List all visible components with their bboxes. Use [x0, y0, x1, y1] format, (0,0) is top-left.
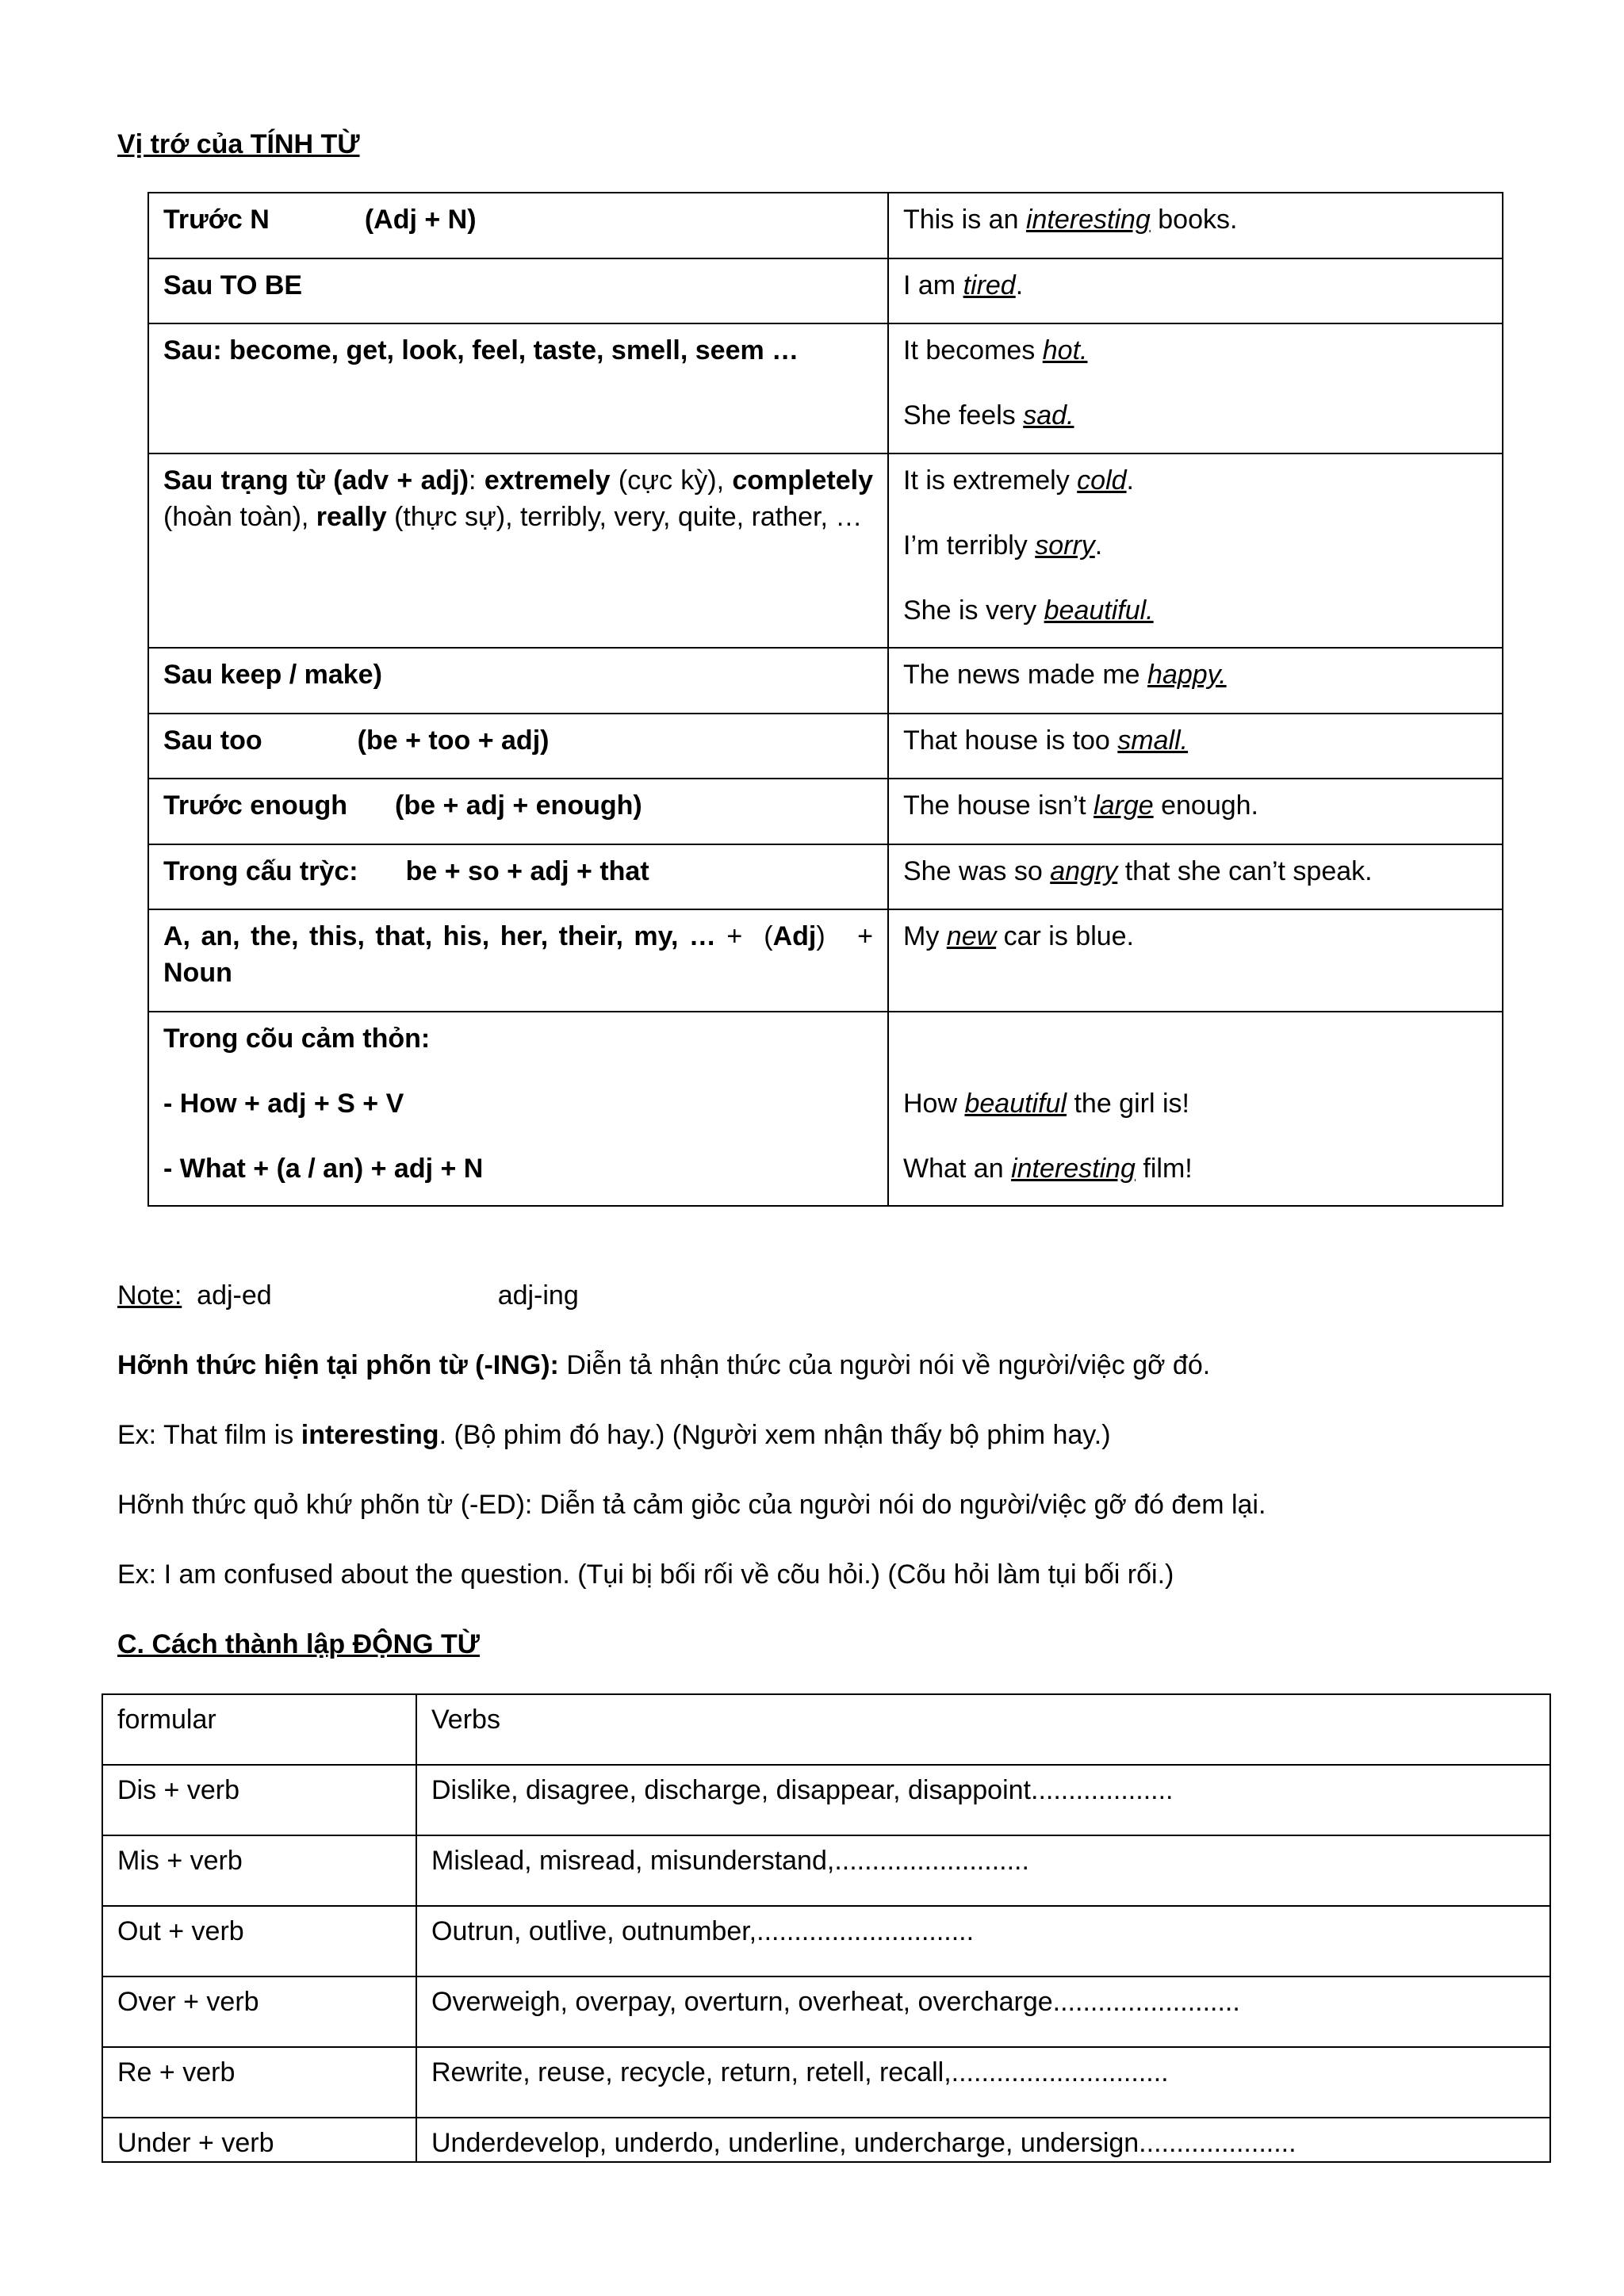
table-header-row: [102, 1694, 1550, 1765]
example-cell: [888, 453, 1503, 648]
example-cell: [888, 909, 1503, 1012]
example-adjective: tired: [963, 270, 1016, 300]
rule-formula: be + so + adj + that: [405, 856, 649, 886]
rule-cell: [148, 779, 888, 844]
table-row: [102, 1906, 1550, 1976]
rule-cell: [148, 714, 888, 779]
example-cell: [888, 714, 1503, 779]
example-text: the girl is!: [1067, 1089, 1189, 1119]
rule-text: :: [469, 465, 485, 496]
example-cell: [888, 323, 1503, 453]
formula-cell: Under + verb: [102, 2118, 416, 2162]
example-text: That house is too: [903, 725, 1118, 756]
rule-text: (hoàn toàn),: [163, 502, 316, 532]
verbs-cell: Mislead, misread, misunderstand,..........................: [416, 1835, 1550, 1906]
note-adj-ed: adj-ed: [197, 1280, 272, 1311]
rule-text: Trước enough: [163, 790, 348, 821]
rule-text: Sau trạng từ (adv + adj): [163, 465, 469, 496]
rule-formula: (Adj + N): [364, 205, 477, 235]
example-adjective: interesting: [1025, 205, 1151, 235]
verbs-cell: Overweigh, overpay, overturn, overheat, overcharge.........................: [416, 1976, 1550, 2047]
rule-cell: [148, 1012, 888, 1206]
rule-text: (cực kỳ),: [610, 465, 733, 496]
adjective-position-table: [147, 192, 1503, 1207]
rule-keyword: extremely: [484, 465, 611, 496]
example-text: I am: [903, 270, 963, 300]
table-row: [148, 779, 1503, 844]
example-text: film!: [1135, 1154, 1193, 1184]
example-text: car is blue.: [996, 921, 1135, 951]
table-row: [148, 258, 1503, 323]
paragraph-text: . (Bộ phim đó hay.) (Người xem nhận thấy bộ phim hay.): [439, 1420, 1111, 1450]
example-text: She was so: [903, 856, 1051, 886]
example-adjective: interesting: [1011, 1154, 1136, 1184]
rule-cell: [148, 193, 888, 258]
rule-formula: (be + too + adj): [357, 725, 550, 756]
table-row: [148, 909, 1503, 1012]
example-text: It is extremely: [903, 465, 1078, 496]
rule-text: +: [726, 921, 743, 951]
rule-text: Trong cõu cảm thỏn:: [163, 1024, 431, 1054]
example-sentence: [903, 1150, 1488, 1187]
example-cell: [888, 1012, 1503, 1206]
table-row: [102, 2118, 1550, 2162]
example-adjective: new: [946, 921, 997, 951]
example-adjective: hot.: [1042, 335, 1088, 365]
heading-verb-formation: C. Cách thành lập ĐỘNG TỪ: [117, 1629, 481, 1659]
example-text: How: [903, 1089, 965, 1119]
paragraph-keyword: interesting: [301, 1420, 439, 1450]
example-text: The house isn’t: [903, 790, 1094, 821]
rule-keyword: Adj: [772, 921, 817, 951]
verb-formation-table: [102, 1693, 1551, 2163]
example-sentence: [903, 332, 1488, 369]
rule-text: Sau keep / make): [163, 660, 382, 690]
example-text: books.: [1150, 205, 1238, 235]
table-row: [148, 844, 1503, 909]
formula-cell: Over + verb: [102, 1976, 416, 2047]
example-sentence: [903, 397, 1488, 434]
verbs-cell: Rewrite, reuse, recycle, return, retell, recall,.............................: [416, 2047, 1550, 2118]
example-text: It becomes: [903, 335, 1043, 365]
column-header: formular: [102, 1694, 416, 1765]
paragraph-heading: Hỡnh thức hiện tại phõn từ (-ING):: [117, 1350, 559, 1380]
formula-cell: Mis + verb: [102, 1835, 416, 1906]
rule-text: Noun: [163, 958, 232, 988]
table-row: [148, 193, 1503, 258]
example-sentence: [903, 853, 1488, 890]
example-adjective: large: [1094, 790, 1154, 821]
formula-cell: Dis + verb: [102, 1765, 416, 1835]
verbs-cell: Outrun, outlive, outnumber,.............................: [416, 1906, 1550, 1976]
table-row: [148, 323, 1503, 453]
example-text: .: [1015, 270, 1024, 300]
table-row: [102, 1976, 1550, 2047]
rule-text: ): [816, 921, 825, 951]
table-row: [102, 2047, 1550, 2118]
example-text: She feels: [903, 400, 1024, 430]
rule-formula: - How + adj + S + V: [163, 1089, 404, 1119]
example-text: What an: [903, 1154, 1012, 1184]
example-adjective: angry: [1050, 856, 1118, 886]
example-sentence: [903, 918, 1488, 955]
past-participle-paragraph: Hỡnh thức quỏ khứ phõn từ (-ED): Diễn tả cảm giỏc của người nói do người/việc gỡ đó đem lại.: [117, 1490, 1266, 1520]
rule-text: Sau too: [163, 725, 262, 756]
example-text: The news made me: [903, 660, 1148, 690]
example-sentence: [903, 592, 1488, 629]
table-row: [102, 1765, 1550, 1835]
note-adj-ing: adj-ing: [497, 1280, 579, 1311]
formula-cell: Re + verb: [102, 2047, 416, 2118]
example-adjective: beautiful: [964, 1089, 1067, 1119]
example-text: .: [1126, 465, 1134, 496]
column-header: Verbs: [416, 1694, 1550, 1765]
example-sentence: [903, 527, 1488, 564]
rule-keyword: really: [316, 502, 387, 532]
example-text: She is very: [903, 595, 1044, 626]
example-adjective: sad.: [1023, 400, 1074, 430]
example-cell: [888, 844, 1503, 909]
table-row: [148, 1012, 1503, 1206]
paragraph-text: Diễn tả nhận thức của người nói về người/việc gỡ đó.: [558, 1350, 1211, 1380]
paragraph-text: Ex: That film is: [117, 1420, 301, 1450]
example-text: This is an: [903, 205, 1026, 235]
rule-text: (: [764, 921, 773, 951]
rule-text: Sau TO BE: [163, 270, 303, 300]
verbs-cell: Dislike, disagree, discharge, disappear, disappoint...................: [416, 1765, 1550, 1835]
rule-text: Trước N: [163, 205, 270, 235]
rule-cell: [148, 909, 888, 1012]
rule-text: +: [857, 921, 873, 951]
example-sentence: [903, 201, 1488, 238]
rule-keyword: completely: [732, 465, 873, 496]
example-text: enough.: [1153, 790, 1258, 821]
example-sentence: [903, 462, 1488, 499]
rule-text: (thực sự), terribly, very, quite, rather, …: [386, 502, 863, 532]
table-row: [148, 648, 1503, 714]
rule-text: Trong cấu trỳc:: [163, 856, 358, 886]
example-sentence: [903, 656, 1488, 693]
table-row: [148, 714, 1503, 779]
example-adjective: beautiful.: [1044, 595, 1154, 626]
rule-cell: [148, 453, 888, 648]
example-cell: [888, 193, 1503, 258]
example-cell: [888, 258, 1503, 323]
rule-cell: [148, 648, 888, 714]
example-paragraph: [117, 1419, 1111, 1451]
rule-cell: [148, 323, 888, 453]
heading-adjective-position: Vị trớ của TÍNH TỪ: [117, 129, 360, 159]
rule-cell: [148, 258, 888, 323]
example-sentence: [903, 267, 1488, 304]
example-adjective: happy.: [1147, 660, 1227, 690]
example-adjective: cold: [1077, 465, 1127, 496]
example-sentence: [903, 787, 1488, 824]
example-paragraph: Ex: I am confused about the question. (Tụi bị bối rối về cõu hỏi.) (Cõu hỏi làm tụi bối rối.): [117, 1559, 1174, 1590]
table-row: [148, 453, 1503, 648]
verbs-cell: Underdevelop, underdo, underline, undercharge, undersign.....................: [416, 2118, 1550, 2162]
example-text: My: [903, 921, 947, 951]
formula-cell: Out + verb: [102, 1906, 416, 1976]
note-line: [117, 1280, 579, 1311]
example-adjective: sorry: [1035, 530, 1095, 561]
example-sentence: [903, 722, 1488, 759]
present-participle-paragraph: [117, 1349, 1210, 1381]
rule-formula: - What + (a / an) + adj + N: [163, 1154, 484, 1184]
rule-text: Sau: become, get, look, feel, taste, smell, seem …: [163, 335, 799, 365]
rule-text: A, an, the, this, that, his, her, their, my, …: [163, 921, 716, 951]
rule-cell: [148, 844, 888, 909]
example-adjective: small.: [1117, 725, 1189, 756]
example-cell: [888, 648, 1503, 714]
rule-formula: (be + adj + enough): [395, 790, 642, 821]
example-text: I’m terribly: [903, 530, 1036, 561]
table-row: [102, 1835, 1550, 1906]
example-sentence: [903, 1085, 1488, 1122]
example-cell: [888, 779, 1503, 844]
example-text: .: [1094, 530, 1103, 561]
note-label: Note:: [117, 1280, 182, 1311]
example-text: that she can’t speak.: [1117, 856, 1373, 886]
